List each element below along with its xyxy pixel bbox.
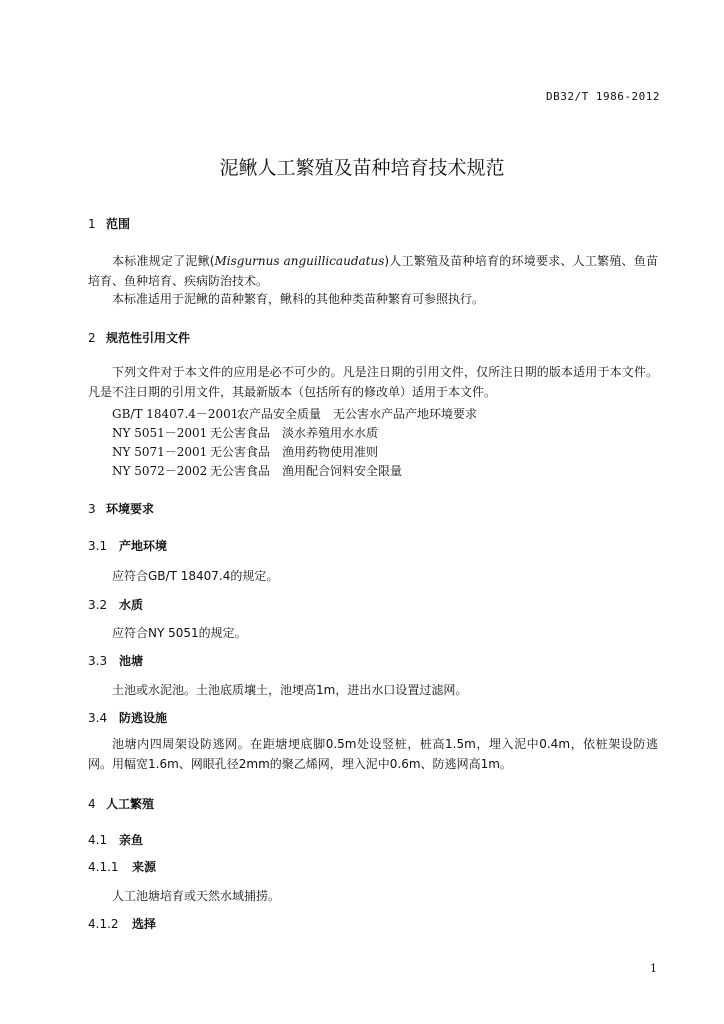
reference-title: 无公害食品 渔用药物使用准则: [210, 445, 379, 459]
section-title: 规范性引用文件: [106, 331, 191, 345]
subsection-3-2-text: 应符合NY 5051的规定。: [112, 626, 247, 640]
subsection-3-1-text: 应符合GB/T 18407.4的规定。: [112, 569, 279, 583]
subsection-number: 3.2: [88, 598, 108, 612]
subsection-title: 亲鱼: [119, 833, 144, 847]
reference-code: NY 5071－2001: [112, 445, 208, 459]
section-1-heading: [88, 215, 130, 232]
section-title: 人工繁殖: [106, 797, 155, 811]
section-4-heading: [88, 795, 154, 812]
subsection-number: 3.4: [88, 711, 108, 725]
reference-item: [112, 405, 477, 422]
subsection-number: 3.1: [88, 539, 108, 553]
document-title: 泥鳅人工繁殖及苗种培育技术规范: [219, 157, 505, 179]
subsection-title: 防逃设施: [119, 711, 168, 725]
subsection-number: 4.1.1: [88, 860, 119, 874]
reference-title: 无公害食品 渔用配合饲料安全限量: [210, 464, 403, 478]
reference-title: 农产品安全质量 无公害水产品产地环境要求: [237, 407, 478, 421]
subsection-number: 3.3: [88, 654, 108, 668]
subsection-4-1-1-heading: [88, 858, 156, 875]
standard-code: DB32/T 1986-2012: [546, 90, 660, 103]
reference-title: 无公害食品 淡水养殖用水水质: [210, 426, 379, 440]
subsection-4-1-1-text: 人工池塘培育或天然水域捕捞。: [112, 889, 281, 903]
subsection-3-3-text: 土池或水泥池。土池底质壤土，池埂高1m，进出水口设置过滤网。: [112, 683, 468, 697]
page-number: 1: [650, 962, 657, 975]
reference-code: NY 5051－2001: [112, 426, 208, 440]
section-3-heading: [88, 500, 154, 517]
reference-code: NY 5072－2002: [112, 464, 208, 478]
section-1-paragraph-2: 本标准适用于泥鳅的苗种繁育，鳅科的其他种类苗种繁育可参照执行。: [112, 292, 485, 306]
reference-item: [112, 443, 378, 460]
text-run: )人工繁殖及苗种培育的环境要求、人工繁殖、鱼苗培育、鱼种培育、疾病防治技术。: [88, 254, 659, 288]
subsection-3-1-heading: [88, 537, 167, 554]
latin-species-name: Misgurnus anguillicaudatus: [214, 254, 385, 268]
subsection-4-1-heading: [88, 831, 143, 848]
section-number: 2: [88, 331, 96, 345]
subsection-title: 产地环境: [119, 539, 168, 553]
section-2-intro: 下列文件对于本文件的应用是必不可少的。凡是注日期的引用文件，仅所注日期的版本适用于本文件。凡是不注日期的引用文件，其最新版本（包括所有的修改单）适用于本文件。: [88, 365, 658, 399]
subsection-3-4-heading: [88, 709, 167, 726]
section-number: 3: [88, 502, 96, 516]
section-title: 范围: [106, 217, 131, 231]
subsection-4-1-2-heading: [88, 915, 156, 932]
subsection-number: 4.1.2: [88, 917, 119, 931]
subsection-title: 池塘: [119, 654, 144, 668]
subsection-3-4-text: 池塘内四周架设防逃网。在距塘埂底脚0.5m处设竖桩，桩高1.5m，埋入泥中0.4m，依桩架设防逃网。用幅宽1.6m、网眼孔径2mm的聚乙烯网，埋入泥中0.6m、防逃网高1m。: [88, 737, 658, 771]
reference-item: [112, 424, 378, 441]
subsection-number: 4.1: [88, 833, 108, 847]
section-number: 1: [88, 217, 96, 231]
subsection-title: 选择: [132, 917, 157, 931]
section-2-heading: [88, 329, 190, 346]
reference-code: GB/T 18407.4－2001: [112, 407, 239, 421]
section-1-paragraph-1: [88, 252, 658, 291]
subsection-title: 来源: [132, 860, 157, 874]
reference-item: [112, 462, 402, 479]
section-number: 4: [88, 797, 96, 811]
subsection-3-2-heading: [88, 596, 143, 613]
section-title: 环境要求: [106, 502, 155, 516]
subsection-title: 水质: [119, 598, 144, 612]
subsection-3-3-heading: [88, 652, 143, 669]
text-run: 本标准规定了泥鳅(: [112, 254, 215, 268]
